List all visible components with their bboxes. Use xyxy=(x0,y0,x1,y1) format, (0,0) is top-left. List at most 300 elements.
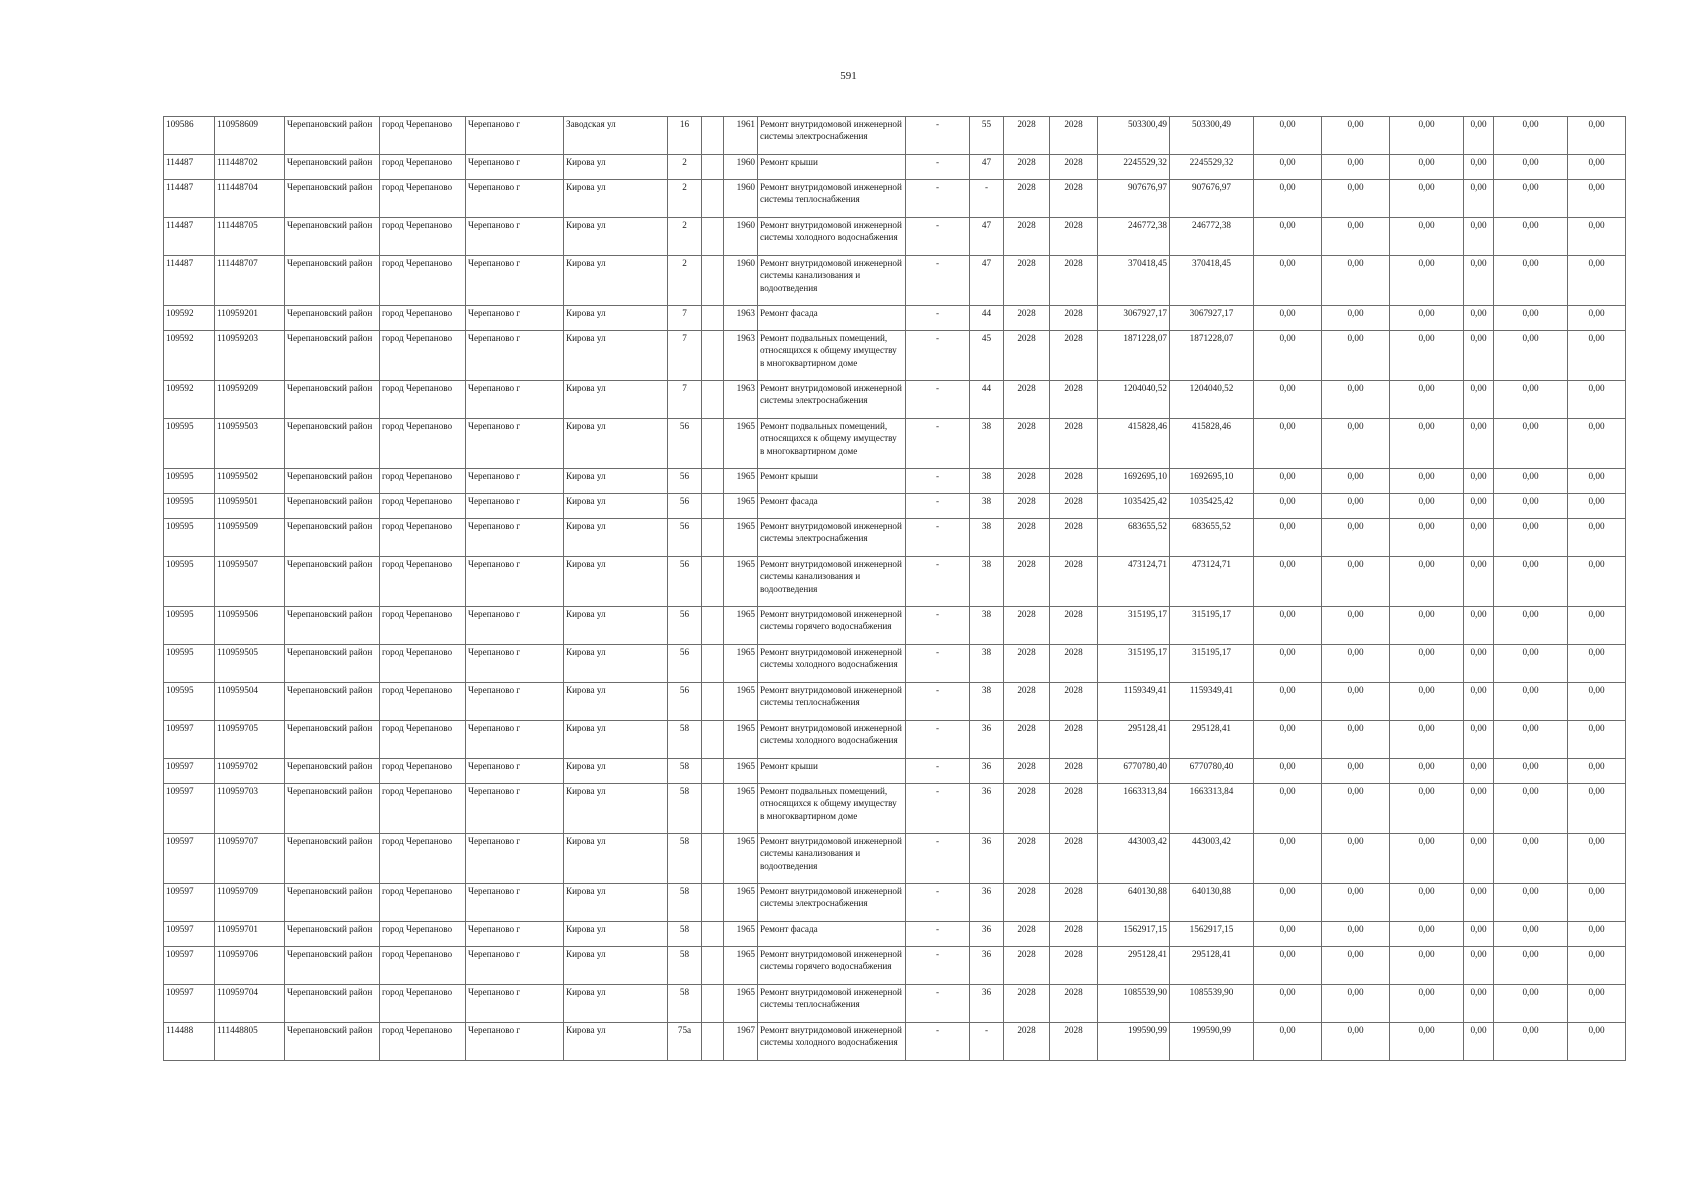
cell-value-2: 0,00 xyxy=(1322,784,1390,834)
cell-value-2: 0,00 xyxy=(1322,469,1390,494)
cell-year-end: 2028 xyxy=(1050,721,1098,759)
cell-year: 1965 xyxy=(724,419,758,469)
cell-year-start: 2028 xyxy=(1004,256,1050,306)
cell-year-end: 2028 xyxy=(1050,494,1098,519)
cell-municipality: город Черепаново xyxy=(380,306,466,331)
cell-cost-total: 295128,41 xyxy=(1098,947,1170,985)
cell-building xyxy=(702,180,724,218)
cell-settlement: Черепаново г xyxy=(466,218,564,256)
cell-value-1: 0,00 xyxy=(1254,494,1322,519)
cell-value-6: 0,00 xyxy=(1568,557,1626,607)
cell-value-2: 0,00 xyxy=(1322,117,1390,155)
cell-value-3: 0,00 xyxy=(1390,1023,1464,1061)
cell-value-1: 0,00 xyxy=(1254,784,1322,834)
cell-street: Кирова ул xyxy=(564,922,668,947)
cell-value-3: 0,00 xyxy=(1390,683,1464,721)
cell-cost-fund: 1159349,41 xyxy=(1170,683,1254,721)
cell-value-3: 0,00 xyxy=(1390,784,1464,834)
cell-year-start: 2028 xyxy=(1004,494,1050,519)
cell-value-4: 0,00 xyxy=(1464,1023,1494,1061)
cell-work-type: Ремонт внутридомовой инженерной системы холодного водоснабжения xyxy=(758,645,906,683)
cell-building xyxy=(702,834,724,884)
cell-year-end: 2028 xyxy=(1050,117,1098,155)
table-row xyxy=(164,834,1626,884)
cell-district: Черепановский район xyxy=(285,884,380,922)
cell-code: 110959502 xyxy=(215,469,285,494)
cell-cost-fund: 1035425,42 xyxy=(1170,494,1254,519)
cell-value-1: 0,00 xyxy=(1254,155,1322,180)
cell-street: Кирова ул xyxy=(564,381,668,419)
cell-dash: - xyxy=(906,381,970,419)
cell-cost-total: 683655,52 xyxy=(1098,519,1170,557)
cell-work-type: Ремонт крыши xyxy=(758,469,906,494)
cell-dash: - xyxy=(906,419,970,469)
cell-dash: - xyxy=(906,759,970,784)
cell-value-5: 0,00 xyxy=(1494,331,1568,381)
cell-street: Кирова ул xyxy=(564,519,668,557)
cell-value-3: 0,00 xyxy=(1390,494,1464,519)
cell-code: 110959702 xyxy=(215,759,285,784)
cell-dash: - xyxy=(906,117,970,155)
cell-building xyxy=(702,607,724,645)
cell-value-4: 0,00 xyxy=(1464,784,1494,834)
cell-id: 114487 xyxy=(164,256,215,306)
cell-dash: - xyxy=(906,469,970,494)
cell-value-5: 0,00 xyxy=(1494,155,1568,180)
cell-work-type: Ремонт подвальных помещений, относящихся к общему имуществу в многоквартирном доме xyxy=(758,419,906,469)
cell-cost-total: 1085539,90 xyxy=(1098,985,1170,1023)
cell-year: 1965 xyxy=(724,607,758,645)
table-row xyxy=(164,947,1626,985)
cell-street: Кирова ул xyxy=(564,784,668,834)
cell-value-4: 0,00 xyxy=(1464,721,1494,759)
cell-year-end: 2028 xyxy=(1050,306,1098,331)
cell-wear: 44 xyxy=(970,306,1004,331)
cell-dash: - xyxy=(906,947,970,985)
cell-year-start: 2028 xyxy=(1004,884,1050,922)
cell-settlement: Черепаново г xyxy=(466,721,564,759)
cell-cost-total: 1035425,42 xyxy=(1098,494,1170,519)
cell-value-6: 0,00 xyxy=(1568,985,1626,1023)
cell-value-2: 0,00 xyxy=(1322,155,1390,180)
cell-municipality: город Черепаново xyxy=(380,469,466,494)
cell-house: 56 xyxy=(668,519,702,557)
cell-value-6: 0,00 xyxy=(1568,884,1626,922)
table-row xyxy=(164,607,1626,645)
cell-wear: 36 xyxy=(970,884,1004,922)
cell-work-type: Ремонт внутридомовой инженерной системы холодного водоснабжения xyxy=(758,721,906,759)
cell-wear: 38 xyxy=(970,469,1004,494)
cell-street: Кирова ул xyxy=(564,180,668,218)
cell-code: 110959703 xyxy=(215,784,285,834)
cell-value-4: 0,00 xyxy=(1464,155,1494,180)
cell-code: 111448805 xyxy=(215,1023,285,1061)
cell-year-start: 2028 xyxy=(1004,607,1050,645)
cell-settlement: Черепаново г xyxy=(466,256,564,306)
cell-cost-fund: 370418,45 xyxy=(1170,256,1254,306)
cell-house: 2 xyxy=(668,180,702,218)
cell-id: 109595 xyxy=(164,469,215,494)
cell-work-type: Ремонт внутридомовой инженерной системы электроснабжения xyxy=(758,519,906,557)
cell-house: 2 xyxy=(668,155,702,180)
cell-value-5: 0,00 xyxy=(1494,117,1568,155)
cell-value-3: 0,00 xyxy=(1390,922,1464,947)
cell-value-2: 0,00 xyxy=(1322,947,1390,985)
cell-value-4: 0,00 xyxy=(1464,607,1494,645)
cell-house: 58 xyxy=(668,985,702,1023)
cell-cost-fund: 295128,41 xyxy=(1170,721,1254,759)
cell-district: Черепановский район xyxy=(285,834,380,884)
cell-building xyxy=(702,419,724,469)
cell-value-5: 0,00 xyxy=(1494,985,1568,1023)
cell-value-5: 0,00 xyxy=(1494,884,1568,922)
cell-value-2: 0,00 xyxy=(1322,834,1390,884)
table-row xyxy=(164,117,1626,155)
cell-year-end: 2028 xyxy=(1050,519,1098,557)
cell-value-4: 0,00 xyxy=(1464,306,1494,331)
cell-value-5: 0,00 xyxy=(1494,306,1568,331)
cell-value-6: 0,00 xyxy=(1568,381,1626,419)
table-row xyxy=(164,469,1626,494)
cell-year-start: 2028 xyxy=(1004,922,1050,947)
cell-municipality: город Черепаново xyxy=(380,759,466,784)
cell-value-6: 0,00 xyxy=(1568,834,1626,884)
cell-work-type: Ремонт внутридомовой инженерной системы теплоснабжения xyxy=(758,180,906,218)
cell-cost-total: 6770780,40 xyxy=(1098,759,1170,784)
cell-house: 56 xyxy=(668,419,702,469)
cell-value-4: 0,00 xyxy=(1464,494,1494,519)
cell-year-end: 2028 xyxy=(1050,784,1098,834)
cell-building xyxy=(702,218,724,256)
cell-year: 1965 xyxy=(724,784,758,834)
cell-cost-fund: 1562917,15 xyxy=(1170,922,1254,947)
cell-value-2: 0,00 xyxy=(1322,683,1390,721)
cell-value-4: 0,00 xyxy=(1464,381,1494,419)
cell-dash: - xyxy=(906,607,970,645)
cell-year-start: 2028 xyxy=(1004,155,1050,180)
cell-house: 75а xyxy=(668,1023,702,1061)
cell-year: 1960 xyxy=(724,256,758,306)
cell-street: Кирова ул xyxy=(564,256,668,306)
cell-district: Черепановский район xyxy=(285,117,380,155)
cell-value-6: 0,00 xyxy=(1568,494,1626,519)
cell-value-5: 0,00 xyxy=(1494,683,1568,721)
cell-dash: - xyxy=(906,519,970,557)
cell-work-type: Ремонт внутридомовой инженерной системы канализования и водоотведения xyxy=(758,834,906,884)
cell-value-3: 0,00 xyxy=(1390,834,1464,884)
cell-value-1: 0,00 xyxy=(1254,557,1322,607)
cell-value-6: 0,00 xyxy=(1568,721,1626,759)
cell-dash: - xyxy=(906,985,970,1023)
cell-cost-fund: 443003,42 xyxy=(1170,834,1254,884)
cell-cost-total: 473124,71 xyxy=(1098,557,1170,607)
cell-id: 109586 xyxy=(164,117,215,155)
cell-value-1: 0,00 xyxy=(1254,519,1322,557)
cell-code: 110959507 xyxy=(215,557,285,607)
cell-work-type: Ремонт внутридомовой инженерной системы теплоснабжения xyxy=(758,683,906,721)
table-row xyxy=(164,721,1626,759)
cell-cost-fund: 503300,49 xyxy=(1170,117,1254,155)
cell-house: 56 xyxy=(668,607,702,645)
cell-wear: 44 xyxy=(970,381,1004,419)
cell-dash: - xyxy=(906,1023,970,1061)
cell-value-6: 0,00 xyxy=(1568,645,1626,683)
cell-building xyxy=(702,759,724,784)
cell-cost-fund: 315195,17 xyxy=(1170,607,1254,645)
cell-municipality: город Черепаново xyxy=(380,256,466,306)
cell-municipality: город Черепаново xyxy=(380,985,466,1023)
cell-municipality: город Черепаново xyxy=(380,645,466,683)
cell-cost-total: 1562917,15 xyxy=(1098,922,1170,947)
cell-year: 1960 xyxy=(724,180,758,218)
cell-street: Кирова ул xyxy=(564,607,668,645)
cell-municipality: город Черепаново xyxy=(380,922,466,947)
cell-street: Кирова ул xyxy=(564,331,668,381)
cell-code: 111448705 xyxy=(215,218,285,256)
cell-value-1: 0,00 xyxy=(1254,419,1322,469)
cell-year-start: 2028 xyxy=(1004,645,1050,683)
cell-value-6: 0,00 xyxy=(1568,306,1626,331)
cell-settlement: Черепаново г xyxy=(466,607,564,645)
cell-value-2: 0,00 xyxy=(1322,607,1390,645)
cell-year: 1965 xyxy=(724,721,758,759)
cell-wear: 47 xyxy=(970,218,1004,256)
cell-value-5: 0,00 xyxy=(1494,759,1568,784)
cell-code: 110958609 xyxy=(215,117,285,155)
cell-building xyxy=(702,683,724,721)
cell-wear: 36 xyxy=(970,947,1004,985)
cell-code: 111448702 xyxy=(215,155,285,180)
cell-house: 16 xyxy=(668,117,702,155)
cell-value-5: 0,00 xyxy=(1494,381,1568,419)
cell-district: Черепановский район xyxy=(285,557,380,607)
cell-street: Кирова ул xyxy=(564,683,668,721)
cell-building xyxy=(702,381,724,419)
cell-code: 110959203 xyxy=(215,331,285,381)
cell-value-4: 0,00 xyxy=(1464,683,1494,721)
cell-district: Черепановский район xyxy=(285,1023,380,1061)
cell-dash: - xyxy=(906,155,970,180)
cell-cost-total: 1159349,41 xyxy=(1098,683,1170,721)
cell-cost-fund: 246772,38 xyxy=(1170,218,1254,256)
cell-work-type: Ремонт фасада xyxy=(758,494,906,519)
cell-value-5: 0,00 xyxy=(1494,419,1568,469)
cell-year-end: 2028 xyxy=(1050,1023,1098,1061)
cell-value-3: 0,00 xyxy=(1390,331,1464,381)
cell-cost-total: 3067927,17 xyxy=(1098,306,1170,331)
cell-year-start: 2028 xyxy=(1004,759,1050,784)
cell-municipality: город Черепаново xyxy=(380,1023,466,1061)
cell-value-1: 0,00 xyxy=(1254,607,1322,645)
cell-year-end: 2028 xyxy=(1050,947,1098,985)
cell-street: Кирова ул xyxy=(564,155,668,180)
cell-value-3: 0,00 xyxy=(1390,884,1464,922)
cell-street: Кирова ул xyxy=(564,419,668,469)
cell-settlement: Черепаново г xyxy=(466,985,564,1023)
cell-id: 109592 xyxy=(164,331,215,381)
cell-id: 109597 xyxy=(164,922,215,947)
cell-value-5: 0,00 xyxy=(1494,256,1568,306)
cell-year: 1965 xyxy=(724,759,758,784)
cell-code: 110959504 xyxy=(215,683,285,721)
table-row xyxy=(164,1023,1626,1061)
cell-value-2: 0,00 xyxy=(1322,419,1390,469)
cell-building xyxy=(702,557,724,607)
cell-street: Кирова ул xyxy=(564,985,668,1023)
cell-settlement: Черепаново г xyxy=(466,557,564,607)
table-row xyxy=(164,306,1626,331)
cell-year-end: 2028 xyxy=(1050,381,1098,419)
cell-value-1: 0,00 xyxy=(1254,721,1322,759)
cell-district: Черепановский район xyxy=(285,645,380,683)
cell-settlement: Черепаново г xyxy=(466,834,564,884)
cell-value-2: 0,00 xyxy=(1322,884,1390,922)
cell-year: 1965 xyxy=(724,494,758,519)
cell-value-5: 0,00 xyxy=(1494,922,1568,947)
cell-house: 56 xyxy=(668,645,702,683)
cell-value-5: 0,00 xyxy=(1494,218,1568,256)
cell-value-4: 0,00 xyxy=(1464,557,1494,607)
cell-settlement: Черепаново г xyxy=(466,419,564,469)
cell-dash: - xyxy=(906,306,970,331)
cell-value-5: 0,00 xyxy=(1494,557,1568,607)
cell-district: Черепановский район xyxy=(285,218,380,256)
cell-municipality: город Черепаново xyxy=(380,884,466,922)
table-row xyxy=(164,922,1626,947)
cell-district: Черепановский район xyxy=(285,469,380,494)
cell-value-4: 0,00 xyxy=(1464,180,1494,218)
cell-work-type: Ремонт крыши xyxy=(758,155,906,180)
cell-work-type: Ремонт фасада xyxy=(758,922,906,947)
cell-dash: - xyxy=(906,884,970,922)
cell-dash: - xyxy=(906,494,970,519)
cell-dash: - xyxy=(906,180,970,218)
cell-house: 58 xyxy=(668,834,702,884)
cell-value-5: 0,00 xyxy=(1494,721,1568,759)
cell-cost-fund: 1663313,84 xyxy=(1170,784,1254,834)
cell-dash: - xyxy=(906,256,970,306)
cell-cost-total: 199590,99 xyxy=(1098,1023,1170,1061)
cell-house: 2 xyxy=(668,256,702,306)
repair-program-table xyxy=(163,116,1626,1061)
cell-year-start: 2028 xyxy=(1004,419,1050,469)
cell-cost-total: 315195,17 xyxy=(1098,607,1170,645)
cell-work-type: Ремонт подвальных помещений, относящихся к общему имуществу в многоквартирном доме xyxy=(758,784,906,834)
cell-code: 110959509 xyxy=(215,519,285,557)
cell-year-start: 2028 xyxy=(1004,1023,1050,1061)
cell-year-end: 2028 xyxy=(1050,419,1098,469)
cell-year-start: 2028 xyxy=(1004,331,1050,381)
cell-id: 114487 xyxy=(164,155,215,180)
cell-settlement: Черепаново г xyxy=(466,331,564,381)
cell-year-start: 2028 xyxy=(1004,306,1050,331)
cell-work-type: Ремонт подвальных помещений, относящихся к общему имуществу в многоквартирном доме xyxy=(758,331,906,381)
cell-wear: 38 xyxy=(970,557,1004,607)
cell-year: 1963 xyxy=(724,306,758,331)
cell-district: Черепановский район xyxy=(285,947,380,985)
cell-value-4: 0,00 xyxy=(1464,256,1494,306)
cell-id: 109597 xyxy=(164,884,215,922)
cell-settlement: Черепаново г xyxy=(466,155,564,180)
cell-year-end: 2028 xyxy=(1050,557,1098,607)
cell-cost-fund: 1085539,90 xyxy=(1170,985,1254,1023)
cell-code: 110959501 xyxy=(215,494,285,519)
cell-value-6: 0,00 xyxy=(1568,180,1626,218)
cell-settlement: Черепаново г xyxy=(466,180,564,218)
cell-dash: - xyxy=(906,683,970,721)
cell-dash: - xyxy=(906,721,970,759)
cell-value-6: 0,00 xyxy=(1568,155,1626,180)
cell-year-end: 2028 xyxy=(1050,884,1098,922)
cell-cost-total: 1663313,84 xyxy=(1098,784,1170,834)
cell-value-2: 0,00 xyxy=(1322,645,1390,683)
cell-cost-fund: 295128,41 xyxy=(1170,947,1254,985)
cell-value-4: 0,00 xyxy=(1464,985,1494,1023)
cell-dash: - xyxy=(906,557,970,607)
cell-street: Кирова ул xyxy=(564,469,668,494)
cell-year-end: 2028 xyxy=(1050,469,1098,494)
cell-value-3: 0,00 xyxy=(1390,947,1464,985)
cell-code: 110959503 xyxy=(215,419,285,469)
cell-municipality: город Черепаново xyxy=(380,721,466,759)
cell-year-start: 2028 xyxy=(1004,469,1050,494)
cell-code: 110959709 xyxy=(215,884,285,922)
cell-code: 110959209 xyxy=(215,381,285,419)
table-row xyxy=(164,985,1626,1023)
cell-value-5: 0,00 xyxy=(1494,180,1568,218)
cell-municipality: город Черепаново xyxy=(380,419,466,469)
cell-value-3: 0,00 xyxy=(1390,721,1464,759)
cell-id: 109595 xyxy=(164,419,215,469)
cell-value-6: 0,00 xyxy=(1568,759,1626,784)
cell-year-start: 2028 xyxy=(1004,519,1050,557)
cell-settlement: Черепаново г xyxy=(466,784,564,834)
cell-value-5: 0,00 xyxy=(1494,834,1568,884)
cell-cost-total: 1692695,10 xyxy=(1098,469,1170,494)
cell-value-2: 0,00 xyxy=(1322,381,1390,419)
cell-value-3: 0,00 xyxy=(1390,256,1464,306)
cell-value-4: 0,00 xyxy=(1464,218,1494,256)
cell-year-start: 2028 xyxy=(1004,683,1050,721)
cell-street: Кирова ул xyxy=(564,947,668,985)
table-row xyxy=(164,155,1626,180)
cell-value-1: 0,00 xyxy=(1254,306,1322,331)
cell-value-4: 0,00 xyxy=(1464,645,1494,683)
cell-settlement: Черепаново г xyxy=(466,1023,564,1061)
cell-year-end: 2028 xyxy=(1050,256,1098,306)
cell-district: Черепановский район xyxy=(285,683,380,721)
cell-settlement: Черепаново г xyxy=(466,884,564,922)
cell-street: Кирова ул xyxy=(564,884,668,922)
cell-id: 109597 xyxy=(164,721,215,759)
cell-settlement: Черепаново г xyxy=(466,117,564,155)
cell-value-6: 0,00 xyxy=(1568,331,1626,381)
cell-value-2: 0,00 xyxy=(1322,519,1390,557)
cell-year-start: 2028 xyxy=(1004,218,1050,256)
cell-value-1: 0,00 xyxy=(1254,117,1322,155)
cell-cost-fund: 3067927,17 xyxy=(1170,306,1254,331)
cell-value-2: 0,00 xyxy=(1322,331,1390,381)
cell-year-start: 2028 xyxy=(1004,784,1050,834)
cell-value-3: 0,00 xyxy=(1390,469,1464,494)
cell-district: Черепановский район xyxy=(285,922,380,947)
table-row xyxy=(164,884,1626,922)
cell-value-5: 0,00 xyxy=(1494,494,1568,519)
cell-value-1: 0,00 xyxy=(1254,331,1322,381)
cell-municipality: город Черепаново xyxy=(380,218,466,256)
cell-work-type: Ремонт крыши xyxy=(758,759,906,784)
cell-value-4: 0,00 xyxy=(1464,419,1494,469)
